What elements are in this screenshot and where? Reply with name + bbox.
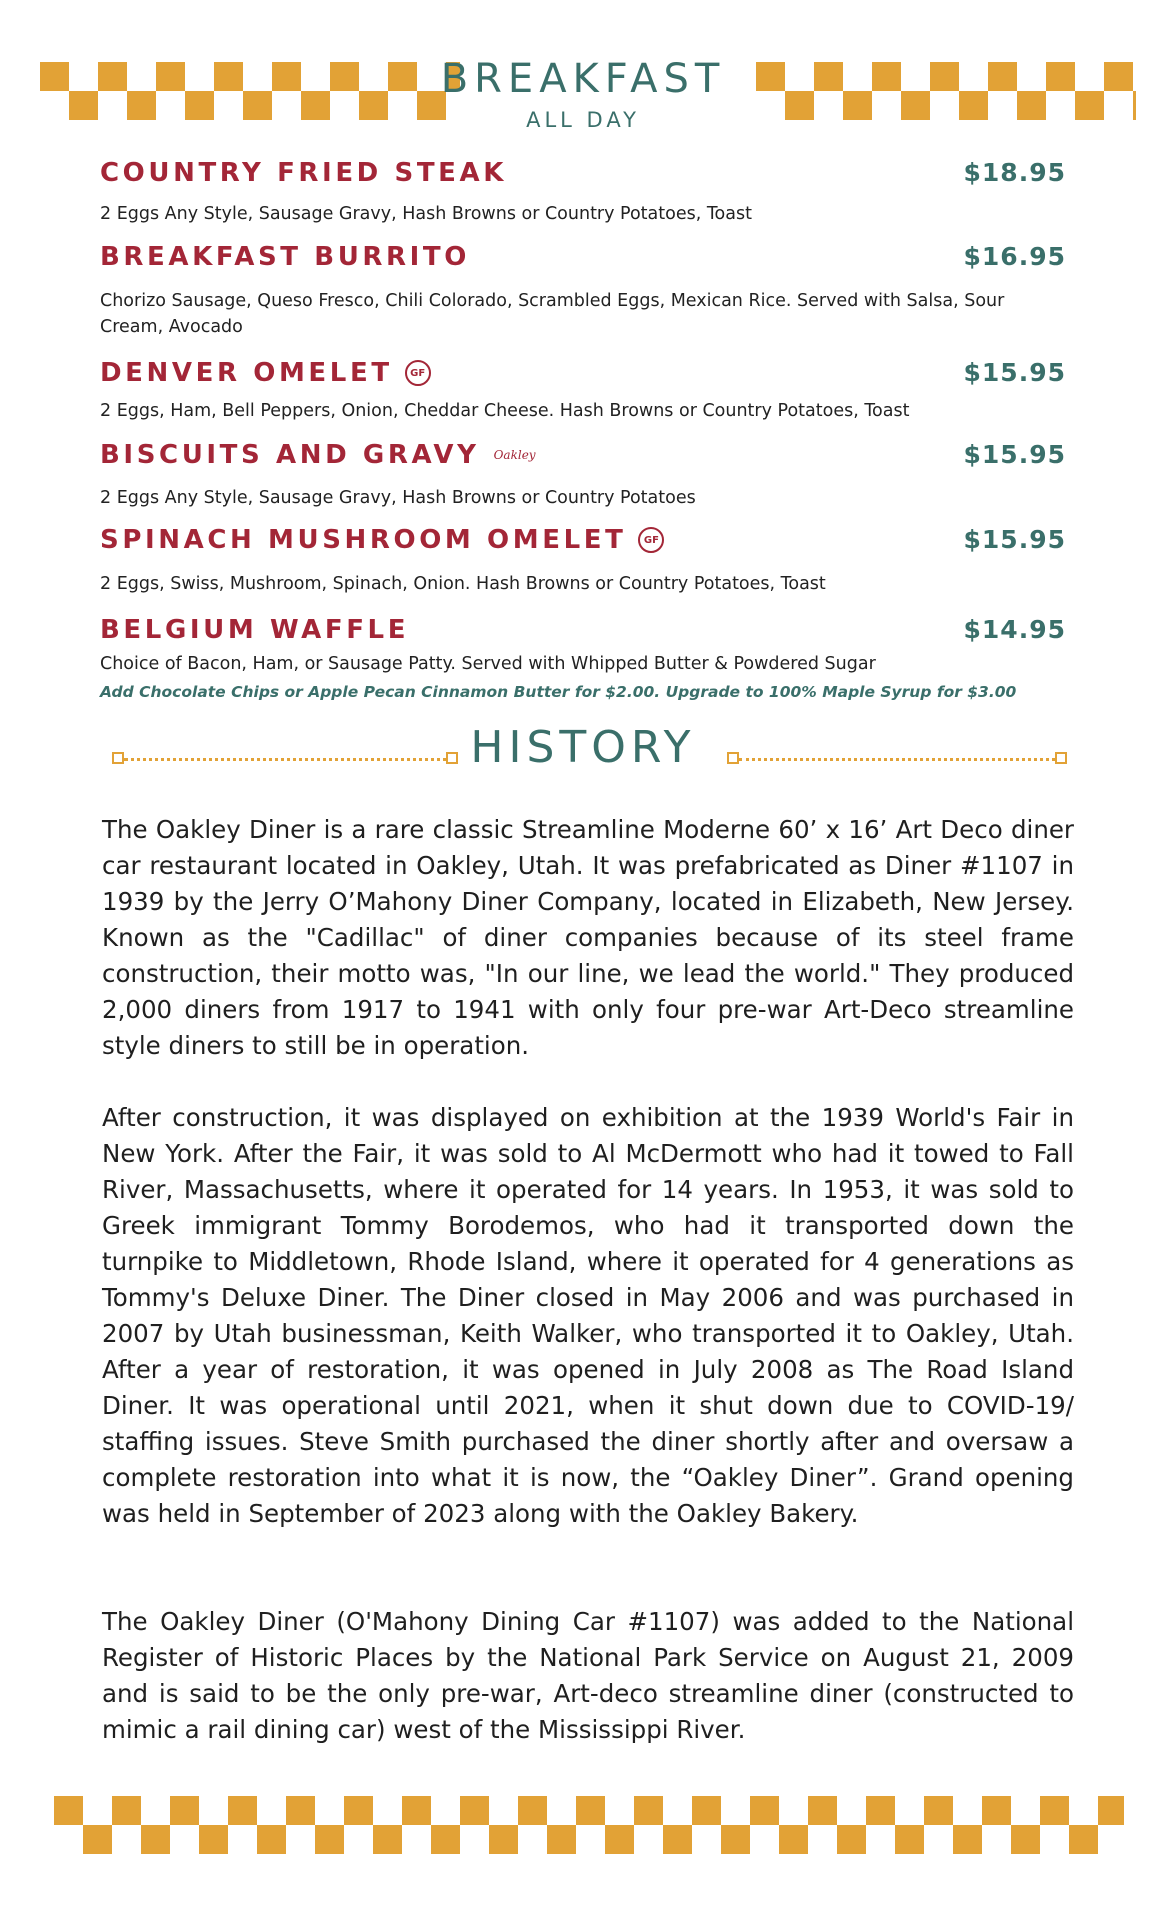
checker-square xyxy=(750,1796,779,1825)
checker-square xyxy=(344,1796,373,1825)
history-paragraph: The Oakley Diner (O'Mahony Dining Car #1107) was added to the National Register of Historic Places by the National Park Service on August 21, 2009 and is said to be the only pre-war, Art-deco streamline diner (constructed to mimic a rail dining car) west of the Mississippi River. xyxy=(102,1607,1074,1744)
menu-item-name: BELGIUM WAFFLE xyxy=(100,615,410,645)
menu-item-description: 2 Eggs, Swiss, Mushroom, Spinach, Onion. Hash Browns or Country Potatoes, Toast xyxy=(100,574,826,594)
menu-item-name: BREAKFAST BURRITO xyxy=(100,242,470,272)
menu-item-price: $15.95 xyxy=(963,440,1066,469)
checker-square xyxy=(431,1825,460,1854)
menu-item-description: Choice of Bacon, Ham, or Sausage Patty. Served with Whipped Butter & Powdered Sugar xyxy=(100,654,876,674)
checker-square xyxy=(489,1825,518,1854)
menu-section-subtitle: ALL DAY xyxy=(526,108,640,132)
oakley-bakery-logo: Oakley xyxy=(493,448,536,462)
menu-item-name: DENVER OMELET GF xyxy=(100,358,431,388)
checker-square xyxy=(315,1825,344,1854)
checker-square xyxy=(1098,1796,1124,1825)
checker-square xyxy=(663,1825,692,1854)
checker-square xyxy=(982,1796,1011,1825)
checker-square xyxy=(808,1796,837,1825)
history-title: HISTORY xyxy=(470,722,696,773)
checker-square xyxy=(402,1796,431,1825)
menu-item-description: Chorizo Sausage, Queso Fresco, Chili Colorado, Scrambled Eggs, Mexican Rice. Served with Salsa, Sour Cream, Avocado xyxy=(100,291,1005,337)
checker-square xyxy=(373,1825,402,1854)
menu-item-price: $18.95 xyxy=(963,158,1066,187)
menu-section-title: BREAKFAST xyxy=(440,56,726,102)
checker-square xyxy=(1069,1825,1098,1854)
checker-square xyxy=(257,1825,286,1854)
checker-square xyxy=(1011,1825,1040,1854)
checker-square xyxy=(170,1796,199,1825)
checker-square xyxy=(779,1825,808,1854)
checker-square xyxy=(866,1796,895,1825)
checker-square xyxy=(286,1796,315,1825)
checker-square xyxy=(54,1796,83,1825)
checker-square xyxy=(228,1796,257,1825)
menu-item-description: 2 Eggs, Ham, Bell Peppers, Onion, Cheddar Cheese. Hash Browns or Country Potatoes, Toast xyxy=(100,401,910,421)
menu-item-description: 2 Eggs Any Style, Sausage Gravy, Hash Browns or Country Potatoes xyxy=(100,488,696,508)
checker-square xyxy=(924,1796,953,1825)
checker-square xyxy=(199,1825,228,1854)
checker-square xyxy=(576,1796,605,1825)
history-paragraph: After construction, it was displayed on exhibition at the 1939 World's Fair in New York. After the Fair, it was sold to Al McDermott who had it towed to Fall River, Massachusetts, where it operated for 14 years. In 1953, it was sold to Greek immigrant Tommy Borodemos, who had it transported down the turnpike to Middletown, Rhode Island, where it operated for 4 generations as Tommy's Deluxe Diner. The Diner closed in May 2006 and was purchased in 2007 by Utah businessman, Keith Walker, who transported it to Oakley, Utah. After a year of restoration, it was opened in July 2008 as The Road Island Diner. It was operational until 2021, when it shut down due to COVID-19/ staffing issues. Steve Smith purchased the diner shortly after and oversaw a complete restoration into what it is now, the “Oakley Diner”. Grand opening was held in September of 2023 along with the Oakley Bakery. xyxy=(102,1103,1074,1528)
checker-square xyxy=(112,1796,141,1825)
checker-square xyxy=(721,1825,750,1854)
checker-square xyxy=(141,1825,170,1854)
menu-item-name: BISCUITS AND GRAVY Oakley xyxy=(100,440,536,470)
gluten-free-badge: GF xyxy=(638,527,664,553)
checker-square xyxy=(953,1825,982,1854)
menu-item-price: $14.95 xyxy=(963,615,1066,644)
checker-square xyxy=(837,1825,866,1854)
menu-item-price: $15.95 xyxy=(963,358,1066,387)
checker-border-bottom xyxy=(54,1796,1124,1854)
menu-item-description: 2 Eggs Any Style, Sausage Gravy, Hash Browns or Country Potatoes, Toast xyxy=(100,204,752,224)
menu-item-add-on-note: Add Chocolate Chips or Apple Pecan Cinnamon Butter for $2.00. Upgrade to 100% Maple Syrup for $3.00 xyxy=(100,683,1017,701)
history-paragraph: The Oakley Diner is a rare classic Streamline Moderne 60’ x 16’ Art Deco diner car restaurant located in Oakley, Utah. It was prefabricated as Diner #1107 in 1939 by the Jerry O’Mahony Diner Company, located in Elizabeth, New Jersey. Known as the "Cadillac" of diner companies because of its steel frame construction, their motto was, "In our line, we lead the world." They produced 2,000 diners from 1917 to 1941 with only four pre-war Art-Deco streamline style diners to still be in operation. xyxy=(102,815,1074,1060)
checker-square xyxy=(460,1796,489,1825)
checker-square xyxy=(518,1796,547,1825)
menu-item-name: COUNTRY FRIED STEAK xyxy=(100,158,508,188)
checker-square xyxy=(605,1825,634,1854)
checker-square xyxy=(895,1825,924,1854)
checker-square xyxy=(1040,1796,1069,1825)
menu-item-price: $15.95 xyxy=(963,525,1066,554)
checker-square xyxy=(692,1796,721,1825)
checker-square xyxy=(634,1796,663,1825)
checker-square xyxy=(547,1825,576,1854)
checker-square xyxy=(83,1825,112,1854)
menu-item-price: $16.95 xyxy=(963,242,1066,271)
menu-item-name: SPINACH MUSHROOM OMELET GF xyxy=(100,525,664,555)
gluten-free-badge: GF xyxy=(405,360,431,386)
